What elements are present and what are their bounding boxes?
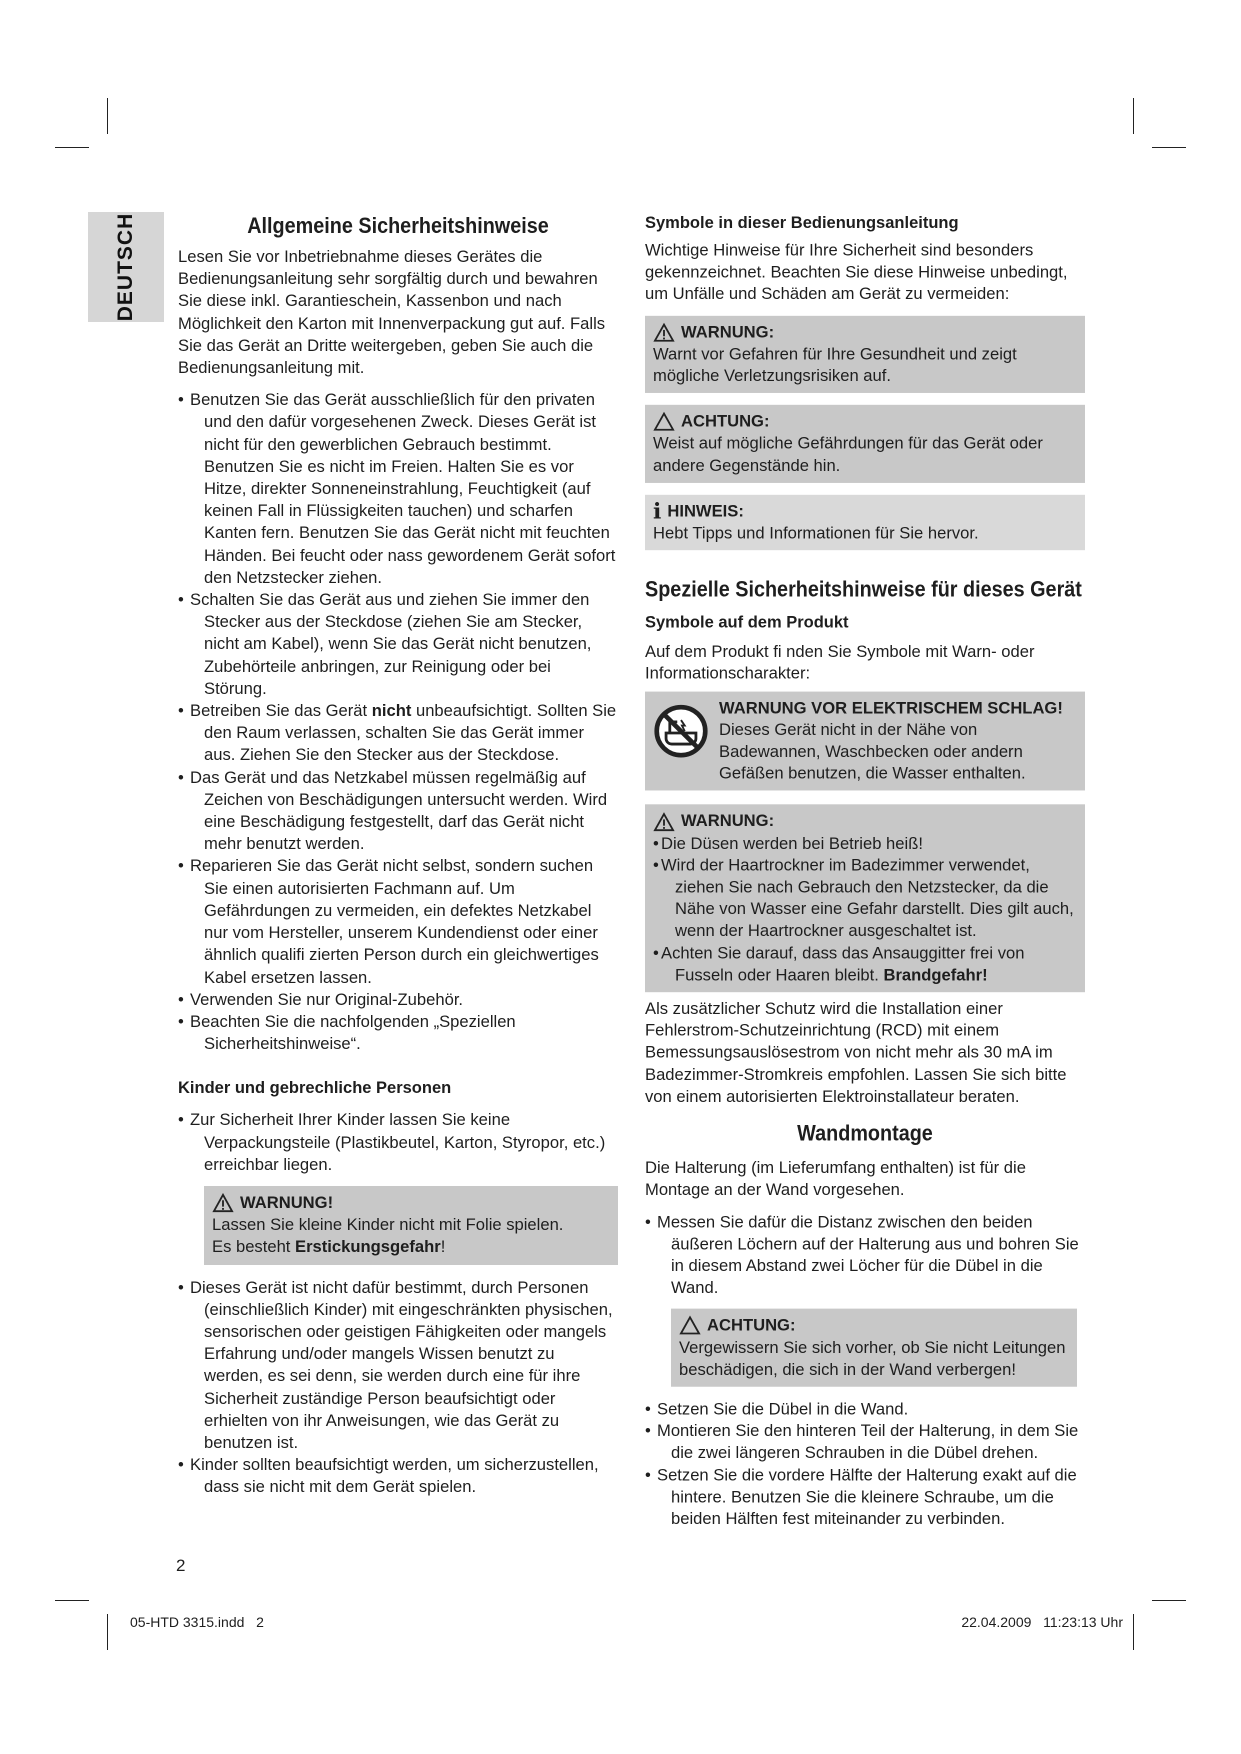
- hinweis-title-row: [653, 498, 1077, 525]
- warning-triangle-icon: [653, 322, 675, 342]
- warnung2-list: [653, 833, 1077, 987]
- warnung2-title: WARNUNG:: [681, 811, 775, 831]
- symbols-intro: Wichtige Hinweise für Ihre Sicherheit sind besonders gekennzeichnet. Beachten Sie diese Hinweise unbedingt, um Unfälle und Schäden am Gerät zu vermeiden:: [645, 240, 1068, 304]
- list-item: • Montieren Sie den hinteren Teil der Halterung, in dem Sie die zwei längeren Schrauben in die Dübel drehen.: [645, 1420, 1085, 1464]
- footer-timestamp: 22.04.2009 11:23:13 Uhr: [961, 1614, 1123, 1630]
- crop-mark: [55, 147, 89, 148]
- safety-list: [178, 389, 618, 1055]
- warnung2-title-row: [653, 811, 1077, 833]
- crop-mark: [1152, 1600, 1186, 1601]
- emphasis: Erstickungsgefahr: [295, 1237, 441, 1257]
- warnung-box-2: [645, 805, 1085, 993]
- language-label: DEUTSCH: [114, 212, 137, 322]
- warning-triangle-icon: [653, 812, 675, 832]
- electric-shock-text-block: [719, 697, 1077, 785]
- rcd-paragraph: Als zusätzlicher Schutz wird die Installation einer Fehlerstrom-Schutzeinrichtung (RCD) mit einem Bemessungsauslösestrom von nicht mehr als 30 mA im Badezimmer-Stromkreis empfohlen. Lassen Sie sich bitte von einem autorisierten Elektroinstallateur beraten.: [645, 999, 1067, 1106]
- electric-shock-title: WARNUNG VOR ELEKTRISCHEM SCHLAG!: [719, 698, 1063, 717]
- achtung-title-row: [653, 411, 1077, 433]
- language-tab: [88, 212, 164, 322]
- info-icon: i: [653, 498, 662, 525]
- caution-triangle-icon: [653, 412, 675, 432]
- electric-shock-warning-box: [645, 691, 1085, 791]
- crop-mark: [55, 1600, 89, 1601]
- warning-triangle-icon: [212, 1193, 234, 1213]
- list-item: • Beachten Sie die nachfolgenden „Speziellen Sicherheitshinweise“.: [178, 1011, 618, 1055]
- left-column: [178, 212, 618, 1509]
- text: !: [440, 1237, 446, 1257]
- list-item: • Das Gerät und das Netzkabel müssen regelmäßig auf Zeichen von Beschädigungen untersucht werden. Wird eine Beschädigung festgestellt, darf das Gerät nicht mehr benutzt werden.: [178, 767, 618, 856]
- general-safety-title: Allgemeine Sicherheitshinweise: [247, 213, 549, 238]
- list-item: • Setzen Sie die Dübel in die Wand.: [645, 1399, 1085, 1421]
- emphasis: nicht: [371, 701, 412, 721]
- page-number: 2: [176, 1556, 186, 1575]
- warning-box: [204, 1186, 618, 1265]
- list-item: • Wird der Haartrockner im Badezimmer verwendet, ziehen Sie nach Gebrauch den Netzstecker, da die Nähe von Wasser eine Gefahr darstellt. Dies gilt auch, wenn der Haartrockner ausgeschaltet ist.: [653, 855, 1077, 943]
- intro-paragraph: Lesen Sie vor Inbetriebnahme dieses Gerätes die Bedienungsanleitung sehr sorgfältig durch und bewahren Sie diese inkl. Garantieschein, Kassenbon und nach Möglichkeit den Karton mit Innenverpackung gut auf. Falls Sie das Gerät an Dritte weitergeben, geben Sie auch die Bedienungsanleitung mit.: [178, 247, 606, 378]
- achtung-title: ACHTUNG:: [681, 411, 770, 431]
- crop-mark: [107, 98, 108, 134]
- achtung-box: [645, 405, 1085, 483]
- caution-triangle-icon: [679, 1316, 701, 1336]
- list-item: • Schalten Sie das Gerät aus und ziehen Sie immer den Stecker aus der Steckdose (ziehen Sie am Stecker, nicht am Kabel), wenn Sie das Gerät nicht benutzen, Zubehörteile anbringen, zur Reinigung oder bei Störung.: [178, 589, 618, 700]
- list-item: • Zur Sicherheit Ihrer Kinder lassen Sie keine Verpackungsteile (Plastikbeutel, Karton, Styropor, etc.) erreichbar liegen.: [178, 1109, 618, 1176]
- special-safety-title: Spezielle Sicherheitshinweise für dieses Gerät: [645, 577, 1082, 602]
- no-bathtub-icon: [653, 703, 709, 758]
- warnung-title-row: [653, 321, 1077, 343]
- warnung-title: WARNUNG:: [681, 322, 775, 342]
- text: Betreiben Sie das Gerät: [190, 701, 372, 721]
- wall-mount-list: [645, 1211, 1085, 1299]
- warning-line: Lassen Sie kleine Kinder nicht mit Folie spielen.: [212, 1215, 564, 1235]
- crop-mark: [1152, 147, 1186, 148]
- product-symbols-heading: Symbole auf dem Produkt: [645, 613, 849, 632]
- emphasis: Brandgefahr!: [883, 965, 988, 985]
- children-list: [178, 1109, 618, 1176]
- footer-file-name: 05-HTD 3315.indd 2: [130, 1614, 264, 1630]
- achtung2-title-row: [679, 1315, 1069, 1337]
- list-item: • Setzen Sie die vordere Hälfte der Halterung exakt auf die hintere. Benutzen Sie die kleinere Schraube, um die beiden Hälften fest miteinander zu verbinden.: [645, 1464, 1085, 1530]
- crop-mark: [107, 1614, 108, 1650]
- right-column: [645, 212, 1085, 1540]
- wall-mount-title: Wandmontage: [797, 1120, 933, 1146]
- warning-title-row: [212, 1192, 610, 1214]
- warnung-box: [645, 315, 1085, 393]
- symbols-heading: Symbole in dieser Bedienungsanleitung: [645, 213, 959, 232]
- text: Es besteht: [212, 1237, 296, 1257]
- children-list-2: [178, 1277, 618, 1499]
- hinweis-text: Hebt Tipps und Informationen für Sie hervor.: [653, 523, 979, 543]
- wall-mount-intro: Die Halterung (im Lieferumfang enthalten) ist für die Montage an der Wand vorgesehen.: [645, 1158, 1026, 1200]
- list-item: • Kinder sollten beaufsichtigt werden, um sicherzustellen, dass sie nicht mit dem Gerät spielen.: [178, 1454, 618, 1498]
- warnung-text: Warnt vor Gefahren für Ihre Gesundheit und zeigt mögliche Verletzungsrisiken auf.: [653, 344, 1017, 386]
- hinweis-box: [645, 495, 1085, 551]
- text: unbeaufsichtigt. Sollten Sie den Raum verlassen, schalten Sie das Gerät immer aus. Ziehen Sie den Stecker aus der Steckdose.: [204, 701, 617, 765]
- list-item: [653, 942, 1077, 986]
- achtung-box-2: [671, 1309, 1077, 1387]
- warning-title: WARNUNG!: [240, 1192, 334, 1212]
- product-symbols-intro: Auf dem Produkt fi nden Sie Symbole mit Warn- oder Informationscharakter:: [645, 642, 1035, 684]
- children-heading: Kinder und gebrechliche Personen: [178, 1079, 452, 1098]
- list-item: • Reparieren Sie das Gerät nicht selbst, sondern suchen Sie einen autorisierten Fachmann auf. Um Gefährdungen zu vermeiden, ein defektes Netzkabel nur vom Hersteller, unserem Kundendienst oder einer ähnlich qualifi zierten Person durch ein gleichwertiges Kabel ersetzen lassen.: [178, 855, 618, 988]
- electric-shock-text: Dieses Gerät nicht in der Nähe von Badewannen, Waschbecken oder andern Gefäßen benutzen, die Wasser enthalten.: [719, 720, 1026, 783]
- text: Achten Sie darauf, dass das Ansauggitter frei von Fusseln oder Haaren bleibt.: [661, 943, 1025, 985]
- crop-mark: [1133, 98, 1134, 134]
- achtung2-text: Vergewissern Sie sich vorher, ob Sie nicht Leitungen beschädigen, die sich in der Wand verbergen!: [679, 1337, 1066, 1379]
- list-item: • Verwenden Sie nur Original-Zubehör.: [178, 989, 618, 1011]
- achtung2-title: ACHTUNG:: [707, 1315, 796, 1335]
- list-item: • Messen Sie dafür die Distanz zwischen den beiden äußeren Löchern auf der Halterung aus und bohren Sie in diesem Abstand zwei Löcher für die Dübel in die Wand.: [645, 1211, 1085, 1299]
- crop-mark: [1133, 1614, 1134, 1650]
- warning-line: [212, 1236, 610, 1258]
- list-item: • Dieses Gerät ist nicht dafür bestimmt, durch Personen (einschließlich Kinder) mit eingeschränkten physischen, sensorischen oder geistigen Fähigkeiten oder mangels Erfahrung und/oder mangels Wissen benutzt zu werden, es sei denn, sie werden durch eine für ihre Sicherheit zuständige Person beaufsichtigt oder erhielten von ihr Anweisungen, wie das Gerät zu benutzen ist.: [178, 1277, 618, 1455]
- list-item: [178, 700, 618, 767]
- list-item: • Benutzen Sie das Gerät ausschließlich für den privaten und den dafür vorgesehenen Zweck. Dieses Gerät ist nicht für den gewerblichen Gebrauch bestimmt. Benutzen Sie es nicht im Freien. Halten Sie es vor Hitze, direkter Sonneneinstrahlung, Feuchtigkeit (auf keinen Fall in Flüssigkeiten tauchen) und scharfen Kanten fern. Benutzen Sie das Gerät nicht mit feuchten Händen. Bei feucht oder nass gewordenem Gerät sofort den Netzstecker ziehen.: [178, 389, 618, 589]
- wall-mount-list-2: [645, 1399, 1085, 1531]
- hinweis-title: HINWEIS:: [667, 501, 744, 521]
- list-item: • Die Düsen werden bei Betrieb heiß!: [653, 833, 1077, 855]
- achtung-text: Weist auf mögliche Gefährdungen für das Gerät oder andere Gegenstände hin.: [653, 433, 1043, 475]
